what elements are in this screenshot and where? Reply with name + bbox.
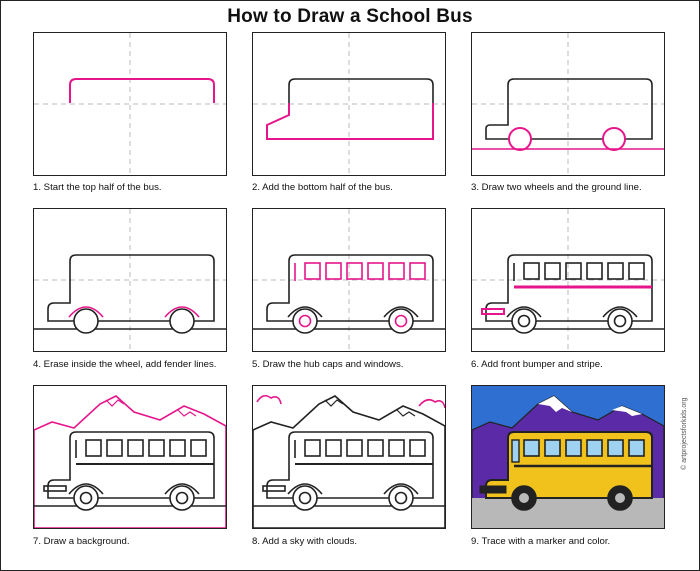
wheel-1 <box>74 486 98 510</box>
step-7-panel <box>33 385 227 529</box>
step-5-panel <box>252 208 446 352</box>
step-drawing <box>472 209 664 351</box>
step-drawing <box>253 386 445 528</box>
wheel-1 <box>512 309 536 333</box>
window-1 <box>305 263 320 279</box>
step-4-panel <box>33 208 227 352</box>
step-6-caption: 6. Add front bumper and stripe. <box>471 359 603 370</box>
window-6 <box>410 440 425 456</box>
window-6 <box>410 263 425 279</box>
window-2 <box>107 440 122 456</box>
step-1-caption: 1. Start the top half of the bus. <box>33 182 162 193</box>
mountain-range <box>253 396 445 528</box>
step-2-panel <box>252 32 446 176</box>
wheel-2 <box>389 486 413 510</box>
page-title: How to Draw a School Bus <box>227 6 473 27</box>
window-3 <box>566 440 581 456</box>
step-6-panel <box>471 208 665 352</box>
step-drawing <box>34 209 226 351</box>
step-drawing <box>472 386 664 528</box>
front-bumper <box>480 486 506 493</box>
mountain-range <box>34 396 226 528</box>
step-5-caption: 5. Draw the hub caps and windows. <box>252 359 404 370</box>
step-drawing <box>34 386 226 528</box>
wheel-2 <box>608 309 632 333</box>
cloud-left <box>257 396 281 404</box>
window-2 <box>545 440 560 456</box>
ground <box>472 498 664 528</box>
window-1 <box>524 263 539 279</box>
step-9-panel <box>471 385 665 529</box>
cloud-right <box>419 400 445 408</box>
bus-bottom-half <box>267 103 433 139</box>
hub-cap-2 <box>615 493 626 504</box>
step-7-caption: 7. Draw a background. <box>33 536 130 547</box>
snow-cap-right <box>397 410 415 416</box>
bus-top-half <box>70 79 214 103</box>
step-3-caption: 3. Draw two wheels and the ground line. <box>471 182 642 193</box>
step-8-caption: 8. Add a sky with clouds. <box>252 536 358 547</box>
window-1 <box>524 440 539 456</box>
snow-cap-right <box>178 410 196 416</box>
watermark: © artprojectsforkids.org <box>681 397 688 470</box>
window-1 <box>305 440 320 456</box>
window-2 <box>545 263 560 279</box>
window-4 <box>149 440 164 456</box>
bus-top-half <box>289 79 433 103</box>
step-drawing <box>472 33 664 175</box>
step-drawing <box>253 33 445 175</box>
window-3 <box>347 440 362 456</box>
window-5 <box>389 440 404 456</box>
step-9-caption: 9. Trace with a marker and color. <box>471 536 611 547</box>
wheel-2 <box>170 309 194 333</box>
window-4 <box>587 263 602 279</box>
wheel-1 <box>293 486 317 510</box>
step-drawing <box>34 33 226 175</box>
step-1-panel <box>33 32 227 176</box>
wheel-1 <box>293 309 317 333</box>
window-1 <box>86 440 101 456</box>
door-window <box>512 440 519 462</box>
window-4 <box>368 263 383 279</box>
window-5 <box>608 263 623 279</box>
step-drawing <box>253 209 445 351</box>
bus-body-outline <box>486 79 652 139</box>
wheel-2 <box>389 309 413 333</box>
wheel-2 <box>170 486 194 510</box>
window-5 <box>608 440 623 456</box>
step-3-panel <box>471 32 665 176</box>
window-2 <box>326 440 341 456</box>
wheel-1 <box>74 309 98 333</box>
step-2-caption: 2. Add the bottom half of the bus. <box>252 182 393 193</box>
window-6 <box>629 440 644 456</box>
window-3 <box>128 440 143 456</box>
window-6 <box>191 440 206 456</box>
window-6 <box>629 263 644 279</box>
wheel-2 <box>603 128 625 150</box>
wheel-1 <box>509 128 531 150</box>
step-8-panel <box>252 385 446 529</box>
window-4 <box>587 440 602 456</box>
window-2 <box>326 263 341 279</box>
hub-cap-1 <box>519 493 530 504</box>
window-5 <box>170 440 185 456</box>
window-5 <box>389 263 404 279</box>
step-4-caption: 4. Erase inside the wheel, add fender lines. <box>33 359 217 370</box>
window-4 <box>368 440 383 456</box>
